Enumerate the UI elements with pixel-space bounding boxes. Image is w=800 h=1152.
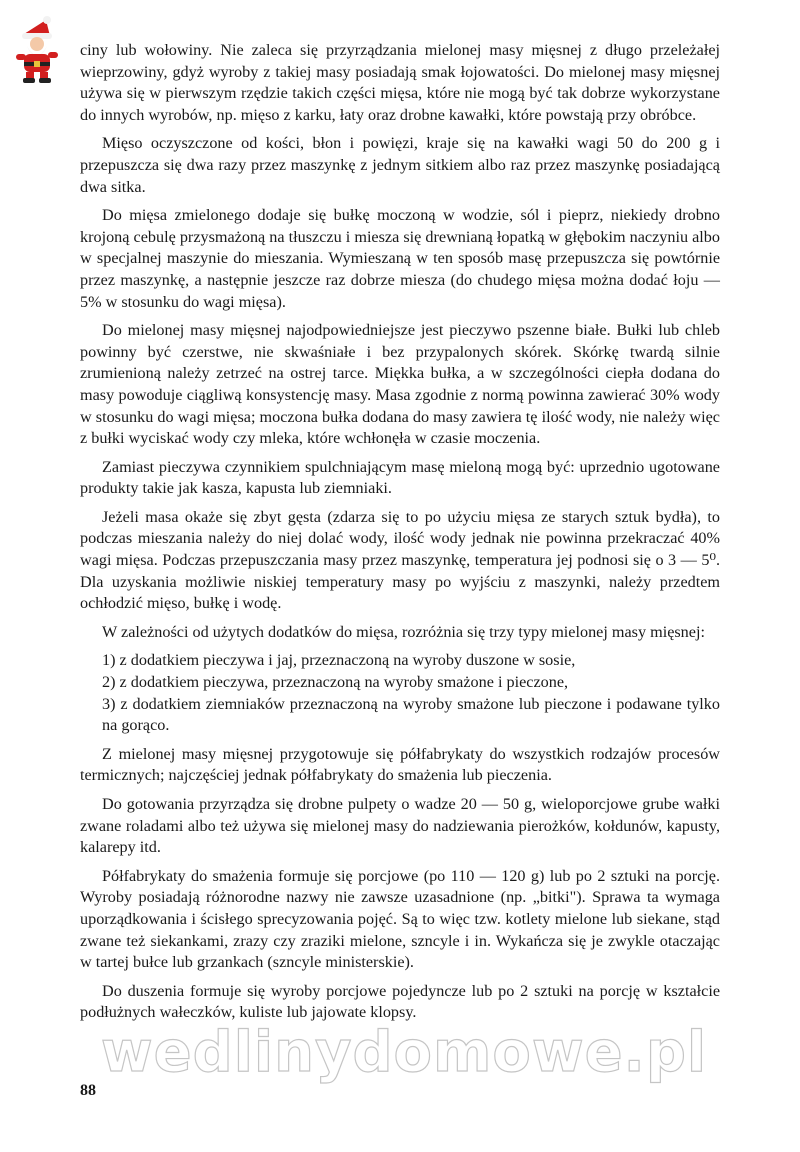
- santa-claus-icon: [10, 16, 64, 84]
- paragraph: W zależności od użytych dodatków do mięsa, rozróżnia się trzy typy mielonej masy mięsnej:: [102, 622, 705, 641]
- paragraph: Jeżeli masa okaże się zbyt gęsta (zdarza się to po użyciu mięsa ze starych sztuk bydła), to podczas mieszania należy do niej dolać wody, ilość wody jednak nie powinna przekraczać 40% wagi mięsa. Podczas przepuszczania masy przez maszynkę, temperatura jej podnosi się o 3 — 5⁰. Dla uzyskania możliwie niskiej temperatury masy po wyjściu z maszynki, należy przedtem ochłodzić mięso, bułkę i wodę.: [80, 507, 720, 613]
- paragraph: Z mielonej masy mięsnej przygotowuje się półfabrykaty do wszystkich rodzajów procesów termicznych; najczęściej jednak półfabrykaty do smażenia lub pieczenia.: [80, 744, 720, 785]
- paragraph: Do mięsa zmielonego dodaje się bułkę moczoną w wodzie, sól i pieprz, niekiedy drobno krojoną cebulę przysmażoną na tłuszczu i miesza się drewnianą łopatką w głębokim naczyniu albo w specjalnej maszynie do mieszania. Wymieszaną w ten sposób masę przepuszcza się powtórnie przez maszynkę, a następnie jeszcze raz dobrze miesza (do chudego mięsa można dodać łoju — 5% w stosunku do wagi mięsa).: [80, 206, 720, 311]
- list-item: 3) z dodatkiem ziemniaków przeznaczoną na wyroby smażone lub pieczone i podawane tylko na gorąco.: [102, 694, 720, 735]
- list-item: 2) z dodatkiem pieczywa, przeznaczoną na wyroby smażone i pieczone,: [102, 673, 569, 692]
- paragraph: Mięso oczyszczone od kości, błon i powięzi, kraje się na kawałki wagi 50 do 200 g i przepuszcza się dwa razy przez maszynkę z jednym sitkiem albo raz przez maszynkę posiadającą dwa sitka.: [80, 134, 720, 196]
- page-text: [80, 40, 720, 1031]
- list-item: 1) z dodatkiem pieczywa i jaj, przeznaczoną na wyroby duszone w sosie,: [102, 651, 576, 670]
- watermark: wedlinydomowe.pl: [100, 1020, 708, 1085]
- paragraph: Do mielonej masy mięsnej najodpowiedniejsze jest pieczywo pszenne białe. Bułki lub chleb powinny być czerstwe, nie skwaśniałe i bez przypalonych skórek. Skórkę twardą silnie zrumienioną należy zetrzeć na ostrej tarce. Miękka bułka, a w szczególności ciepła dodana do masy powoduje ciągliwą konsystencję masy. Masa zgodnie z normą powinna zawierać 30% wody w stosunku do wagi mięsa; moczona bułka dodana do masy zawiera tę ilość wody, nie należy więc z bułki wyciskać wody czy mleka, które wchłonęła w czasie moczenia.: [80, 321, 720, 448]
- page-number: 88: [80, 1082, 96, 1099]
- paragraph: ciny lub wołowiny. Nie zaleca się przyrządzania mielonej masy mięsnej z długo przeleżałej wieprzowiny, gdyż wyroby z takiej masy posiadają smak łojowatości. Do mielonej masy mięsnej używa się w pierwszym rzędzie takich części mięsa, które nie mogą być tak dobrze wykorzystane do innych wyrobów, np. mięso z karku, łaty oraz drobne kawałki, które powstają przy obróbce.: [80, 41, 720, 124]
- paragraph: Półfabrykaty do smażenia formuje się porcjowe (po 110 — 120 g) lub po 2 sztuki na porcję. Wyroby posiadają różnorodne nazwy nie zawsze uzasadnione (np. „bitki"). Sprawa ta wymaga uporządkowania i ścisłego sprecyzowania pojęć. Są to więc tzw. kotlety mielone lub siekane, stąd zwane też siekankami, zrazy czy zraziki mielone, szncyle i in. Wykańcza się je zwykle otaczając w tartej bułce lub grzankach (szncyle ministerskie).: [80, 866, 720, 972]
- paragraph: Do duszenia formuje się wyroby porcjowe pojedyncze lub po 2 sztuki na porcję w kształcie podłużnych wałeczków, kuliste lub jajowate klopsy.: [80, 981, 720, 1022]
- paragraph: Zamiast pieczywa czynnikiem spulchniającym masę mieloną mogą być: uprzednio ugotowane produkty takie jak kasza, kapusta lub ziemniaki.: [80, 457, 720, 498]
- paragraph: Do gotowania przyrządza się drobne pulpety o wadze 20 — 50 g, wieloporcjowe grube wałki zwane roladami albo też używa się mielonej masy do nadziewania pierożków, kołdunów, kapusty, kalarepy itd.: [80, 795, 720, 857]
